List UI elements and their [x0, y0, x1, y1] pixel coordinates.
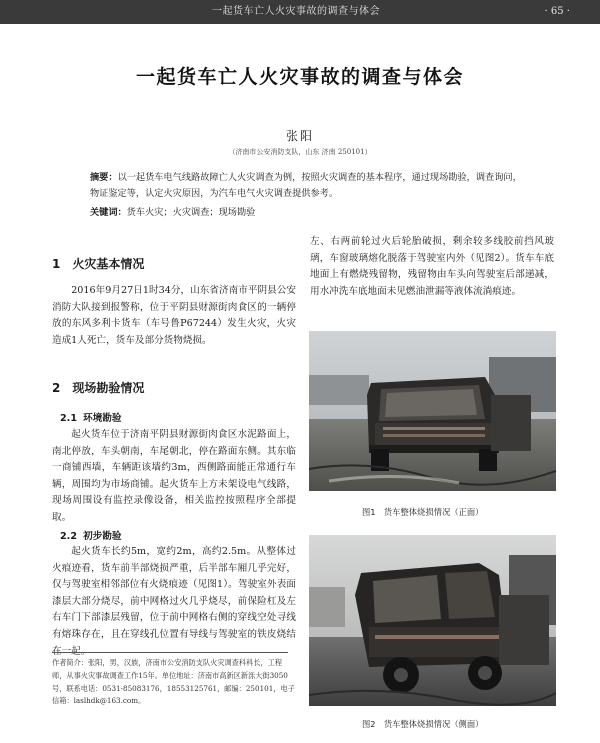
running-header — [0, 0, 600, 24]
abstract-text: 以一起货车电气线路故障亡人火灾调查为例，按照火灾调查的基本程序，通过现场勘验，调查询问，物证鉴定等，认定火灾原因，为汽车电气火灾调查提供参考。 — [90, 172, 522, 199]
subsection-2-1-paragraph: 起火货车位于济南平阴县财源街肉食区水泥路面上，南北停放，车头朝南，车尾朝北，停在路面东侧。其东临一商铺西墙，车辆距该墙约3m，西侧路面能正常通行车辆，周围均为市场商铺。起火货车上方未架设电气线路，现场周围设有监控录像设备，相关监控按照程序全部提取。 — [52, 429, 296, 523]
right-column-paragraph: 左、右两前轮过火后轮胎破损，剩余较多线胶前挡风玻璃，车窗玻璃熔化脱落于驾驶室内外（见图2）。货车车底地面上有燃烧残留物，残留物由车头向驾驶室后部递减，用水冲洗车底地面未见燃油泄漏等液体流淌痕迹。 — [310, 236, 554, 297]
subsection-2-1-body — [52, 427, 296, 527]
figure-1-caption: 图1 货车整体烧损情况（正面） — [362, 507, 484, 517]
figure-1-photo — [309, 331, 556, 491]
abstract — [90, 170, 530, 202]
subsection-2-1-heading — [60, 410, 121, 424]
subsection-2-2-heading — [60, 528, 121, 542]
author-name: 张阳 — [285, 129, 314, 143]
subsection-2-2-body — [52, 544, 296, 660]
subsection-2-2-title: 初步勘验 — [83, 531, 122, 542]
abstract-label: 摘要： — [90, 172, 118, 183]
running-header-title: 一起货车亡人火灾事故的调查与体会 — [212, 6, 380, 17]
author-affiliation: （济南市公安消防支队，山东 济南 250101） — [228, 148, 372, 156]
keywords — [90, 206, 530, 220]
right-column-body — [310, 234, 554, 300]
subsection-2-1-number: 2.1 — [60, 413, 77, 424]
section-1-paragraph: 2016年9月27日1时34分，山东省济南市平阴县公安消防大队接到报警称，位于平阴县财源街肉食区的一辆停放的东风多利卡货车（车号鲁P67244）发生火灾，火灾造成1人死亡，货车及部分货物烧损。 — [52, 285, 296, 346]
keywords-label: 关键词： — [90, 207, 127, 218]
figure-2-photo — [309, 535, 556, 706]
author-footnote: 作者简介：张阳，男，汉族，济南市公安消防支队火灾调查科科长，工程师，从事火灾事故调查工作15年。单位地址：济南市高新区新泺大街3050号，联系电话：0531-85083176，18553125761，邮编：250101，电子信箱：laslhdk@163.com。 — [52, 658, 295, 706]
footnote-rule — [52, 652, 288, 653]
subsection-2-2-number: 2.2 — [60, 531, 77, 542]
section-1-body — [52, 283, 296, 349]
keywords-text: 货车火灾；火灾调查；现场勘验 — [126, 207, 256, 218]
section-2-heading: 2 现场勘验情况 — [52, 381, 145, 395]
section-1-heading: 1 火灾基本情况 — [52, 257, 145, 271]
subsection-2-2-paragraph: 起火货车长约5m，宽约2m，高约2.5m。从整体过火痕迹看，货车前半部烧损严重，后半部车厢几乎完好，仅与驾驶室相邻部位有火烧痕迹（见图1）。驾驶室外表面漆层大部分烧尽，前中网格过火几乎烧尽，前保险杠及左右车门下部漆层残留，位于前中网格右侧的穿线空处寻线有熔珠存在，且在穿线孔位置有导线与驾驶室的铁皮烧结在一起。 — [52, 546, 296, 657]
burned-truck-side-image — [309, 535, 556, 706]
subsection-2-1-title: 环境勘验 — [83, 413, 122, 424]
burned-truck-front-image — [309, 331, 556, 491]
page-number: · 65 · — [544, 6, 570, 17]
figure-2-caption: 图2 货车整体烧损情况（侧面） — [362, 719, 484, 729]
article-title: 一起货车亡人火灾事故的调查与体会 — [135, 66, 464, 88]
